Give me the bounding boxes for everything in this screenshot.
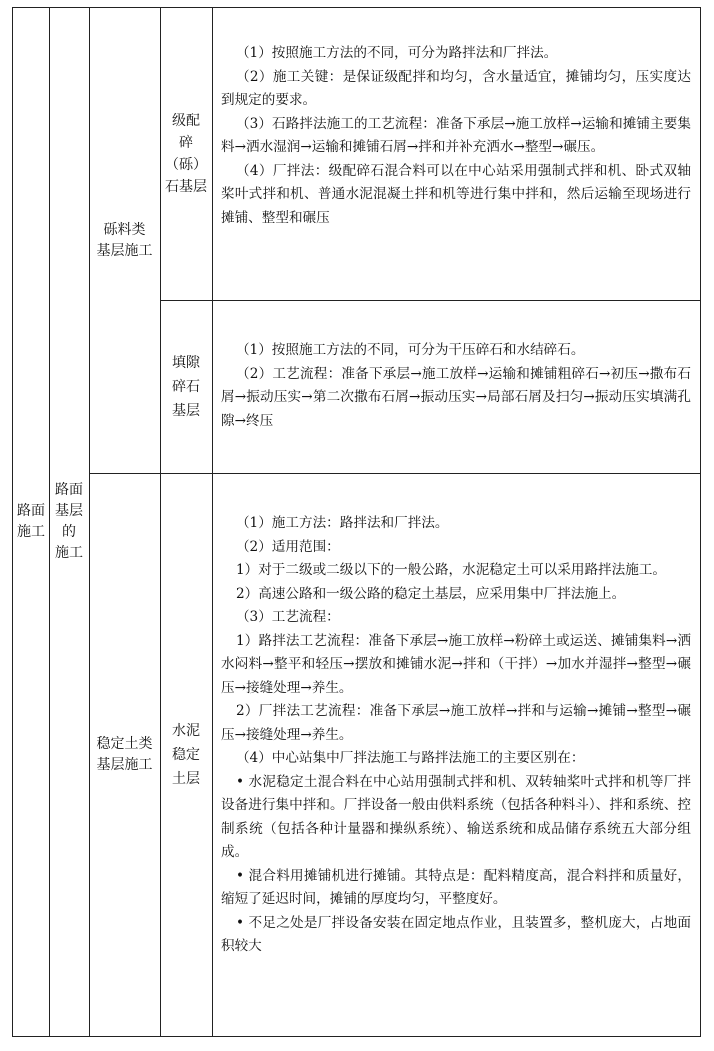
content-paragraph: • 不足之处是厂拌设备安装在固定地点作业，且装置多，整机庞大，占地面积较大 bbox=[221, 914, 691, 954]
spec-table bbox=[12, 7, 701, 1037]
row-content bbox=[221, 339, 691, 433]
content-paragraph: （3）石路拌法施工的工艺流程：准备下承层→施工放样→运输和摊铺主要集料→洒水湿润→运输和摊铺石屑→拌和并补充洒水→整型→碾压。 bbox=[221, 115, 691, 155]
content-paragraph: （1）施工方法：路拌法和厂拌法。 bbox=[235, 515, 449, 531]
subcategory-cell bbox=[49, 8, 89, 1036]
row-label-line: （砾） bbox=[165, 157, 207, 173]
content-paragraph: （1）按照施工方法的不同，可分为干压碎石和水结碎石。 bbox=[235, 342, 585, 358]
subcategory-line: 的 bbox=[62, 524, 76, 540]
content-paragraph: 2）高速公路和一级公路的稳定土基层，应采用集中厂拌法施上。 bbox=[235, 585, 626, 602]
content-paragraph: • 混合料用摊铺机进行摊铺。其特点是：配料精度高，混合料拌和质量好，缩短了延迟时间，摊铺的厚度均匀，平整度好。 bbox=[221, 867, 691, 907]
content-paragraph: （2）工艺流程：准备下承层→施工放样→运输和摊铺粗碎石→初压→撒布石屑→振动压实→第二次撒布石屑→振动压实→局部石屑及扫匀→振动压实填满孔隙→终压 bbox=[221, 365, 691, 429]
content-paragraph: （1）按照施工方法的不同，可分为路拌法和厂拌法。 bbox=[235, 45, 558, 61]
section-label-line: 砾料类 bbox=[103, 221, 146, 238]
row-label-cell bbox=[160, 300, 212, 473]
row-label-line: 级配 bbox=[172, 113, 200, 129]
row-label-line: 石基层 bbox=[165, 179, 207, 195]
row-label-line: 碎石 bbox=[172, 378, 200, 395]
row-label-line: 填隙 bbox=[172, 354, 200, 371]
column-divider bbox=[212, 8, 213, 1036]
content-paragraph: • 水泥稳定土混合料在中心站用强制式拌和机、双转轴桨叶式拌和机等厂拌设备进行集中拌和。厂拌设备一般由供料系统（包括各种料斗）、拌和系统、控制系统（包括各种计量器和操纵系统）、输送系统和成品储存系统五大部分组成。 bbox=[221, 773, 691, 860]
subcategory-line: 施工 bbox=[55, 545, 83, 561]
subcategory-line: 基层 bbox=[55, 503, 83, 519]
category-cell bbox=[13, 8, 49, 1036]
section-label-line: 基层施工 bbox=[96, 756, 153, 773]
content-paragraph: （4）厂拌法：级配碎石混合料可以在中心站采用强制式拌和机、卧式双轴桨叶式拌和机、普通水泥混凝土拌和机等进行集中拌和，然后运输至现场进行摊铺、整型和碾压 bbox=[221, 162, 691, 226]
row-label-line: 基层 bbox=[172, 402, 200, 419]
category-line: 路面 bbox=[17, 503, 45, 519]
row-content bbox=[221, 42, 691, 230]
content-paragraph: （3）工艺流程： bbox=[235, 609, 340, 625]
content-paragraph: （4）中心站集中厂拌法施工与路拌法施工的主要区别在： bbox=[235, 750, 585, 766]
category-line: 施工 bbox=[17, 524, 45, 540]
row-label-line: 水泥 bbox=[172, 722, 200, 739]
content-paragraph: 2）厂拌法工艺流程：准备下承层→施工放样→拌和与运输→摊铺→整型→碾压→接缝处理→养生。 bbox=[221, 703, 691, 743]
row-label-line: 稳定 bbox=[172, 746, 200, 763]
subcategory-line: 路面 bbox=[55, 482, 83, 498]
content-paragraph: （2）施工关键：是保证级配拌和均匀，含水量适宜，摊铺均匀，压实度达到规定的要求。 bbox=[221, 68, 691, 108]
row-label-line: 碎 bbox=[179, 135, 193, 151]
section-label-line: 稳定土类 bbox=[96, 735, 153, 752]
row-label-cell bbox=[160, 473, 212, 1036]
section-label-cell bbox=[89, 8, 160, 473]
content-paragraph: （2）适用范围： bbox=[235, 538, 340, 555]
section-label-line: 基层施工 bbox=[96, 242, 153, 259]
row-label-cell bbox=[160, 8, 212, 300]
content-paragraph: 1）路拌法工艺流程：准备下承层→施工放样→粉碎土或运送、摊铺集料→洒水闷料→整平和轻压→摆放和摊铺水泥→拌和（干拌）→加水并湿拌→整型→碾压→接缝处理→养生。 bbox=[221, 632, 691, 696]
row-content bbox=[221, 512, 691, 959]
row-label-line: 土层 bbox=[172, 770, 200, 787]
content-paragraph: 1）对于二级或二级以下的一般公路，水泥稳定土可以采用路拌法施工。 bbox=[235, 562, 667, 578]
row-divider bbox=[160, 300, 700, 301]
section-label-cell bbox=[89, 473, 160, 1036]
